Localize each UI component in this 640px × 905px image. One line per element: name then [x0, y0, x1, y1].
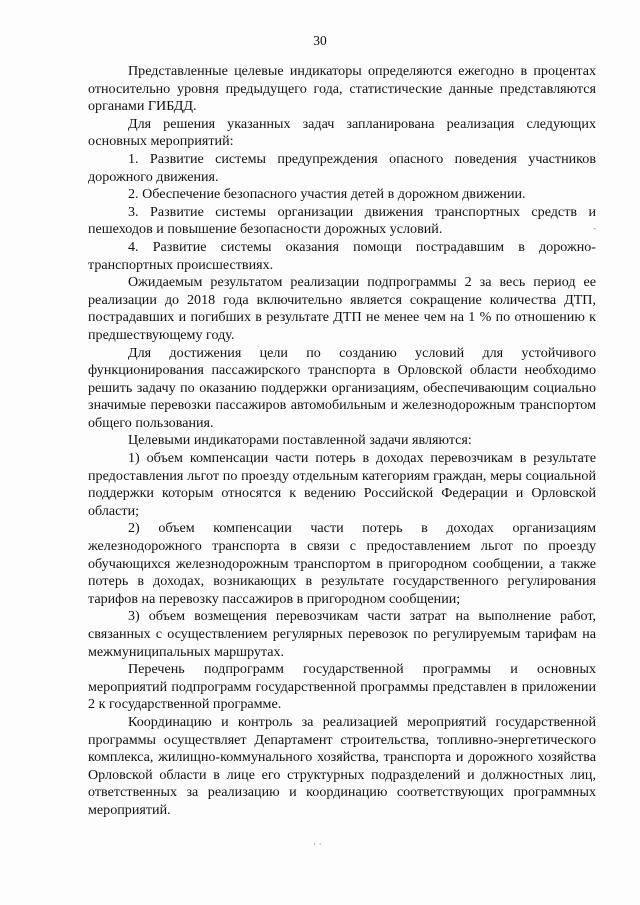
paragraph-measure-1: 1. Развитие системы предупреждения опасного поведения участников дорожного движения. [88, 150, 596, 185]
paragraph-indicator-1: 1) объем компенсации части потерь в доходах перевозчикам в результате предоставления льгот по проезду отдельным категориям граждан, меры социальной поддержки которым относятся к ведению Российской Федерации и Орловской области; [88, 450, 596, 519]
paragraph-indicators-intro: Представленные целевые индикаторы определяются ежегодно в процентах относительно уровня предыдущего года, статистические данные представляются органами ГИБДД. [88, 63, 596, 115]
document-body [88, 63, 596, 820]
paragraph-measures-intro: Для решения указанных задач запланирована реализация следующих основных мероприятий: [88, 115, 596, 150]
paragraph-subprograms-list: Перечень подпрограмм государственной программы и основных мероприятий подпрограмм государственной программы представлен в приложении 2 к государственной программе. [88, 661, 596, 713]
scan-speck: - [593, 224, 597, 234]
paragraph-indicator-2: 2) объем компенсации части потерь в доходах организациям железнодорожного транспорта в связи с предоставлением льгот по проезду обучающихся железнодорожным транспортом в пригородном сообщении, а также потерь в доходах, возникающих в результате государственного регулирования тарифов на перевозку пассажиров в пригородном сообщении; [88, 520, 596, 607]
paragraph-measure-2: 2. Обеспечение безопасного участия детей в дорожном движении. [128, 186, 526, 203]
paragraph-target-indicators: Целевыми индикаторами поставленной задачи являются: [128, 432, 472, 449]
paragraph-coordination: Координацию и контроль за реализацией мероприятий государственной программы осуществляет Департамент строительства, топливно-энергетического комплекса, жилищно-коммунального хозяйства, транспорта и дорожного хозяйства Орловской области в лице его структурных подразделений и должностных лиц, ответственных за реализацию и координацию соответствующих программных мероприятий. [88, 713, 596, 818]
page-number: 30 [313, 33, 327, 48]
paragraph-indicator-3: 3) объем возмещения перевозчикам части затрат на выполнение работ, связанных с осуществлением регулярных перевозок по регулируемым тарифам на межмуниципальных маршрутах. [88, 608, 596, 660]
paragraph-measure-4: 4. Развитие системы оказания помощи пострадавшим в дорожно-транспортных происшествиях. [88, 238, 596, 273]
scan-speck: · · [313, 840, 322, 850]
paragraph-goal-transport: Для достижения цели по созданию условий для устойчивого функционирования пассажирского транспорта в Орловской области необходимо решить задачу по оказанию поддержки организациям, обеспечивающим социально значимые перевозки пассажиров автомобильным и железнодорожным транспортом общего пользования. [88, 344, 596, 431]
paragraph-measure-3: 3. Развитие системы организации движения транспортных средств и пешеходов и повышение безопасности дорожных условий. [88, 203, 596, 238]
paragraph-expected-result: Ожидаемым результатом реализации подпрограммы 2 за весь период ее реализации до 2018 года включительно является сокращение количества ДТП, пострадавших и погибших в результате ДТП не менее чем на 1 % по отношению к предшествующему году. [88, 274, 596, 343]
